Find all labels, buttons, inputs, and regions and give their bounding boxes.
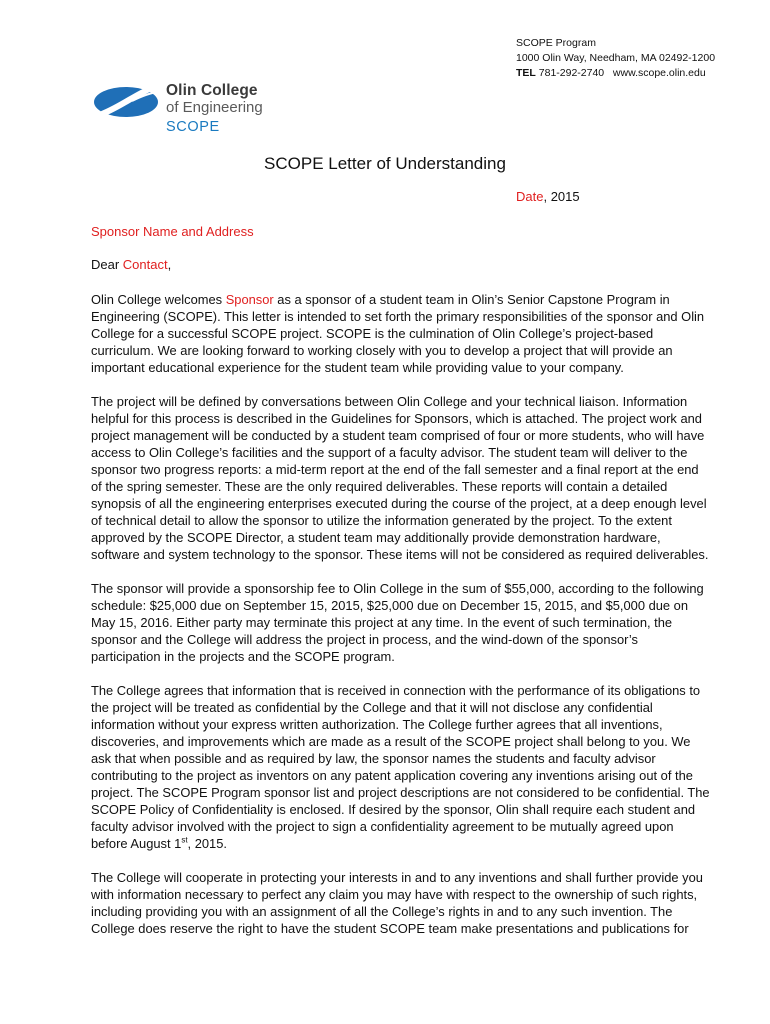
header-address-block (516, 36, 715, 81)
salutation (91, 257, 171, 272)
letter-title: SCOPE Letter of Understanding (264, 154, 506, 173)
paragraph-confidentiality-end: , 2015. (187, 836, 227, 851)
paragraph-welcome-start: Olin College welcomes (91, 292, 226, 307)
tel-label: TEL (516, 67, 536, 79)
contact-line (516, 66, 715, 81)
paragraph-welcome-rest: as a sponsor of a student team in Olin’s Senior Capstone Program in Engineering (SCOPE). This letter is intended to set forth the primary responsibilities of the sponsor and Olin College for a successful SCOPE project. SCOPE is the culmination of Olin College’s project-based curriculum. We are looking forward to working closely with you to develop a project that will provide an important educational experience for the student team while providing value to your company. (91, 292, 705, 375)
paragraph-sponsorship-fee: The sponsor will provide a sponsorship fee to Olin College in the sum of $55,000, according to the following schedule: $25,000 due on September 15, 2015, $25,000 due on December 15, 2015, and $5,000 due on May 15, 2016. Either party may terminate this project at any time. In the event of such termination, the sponsor and the College will address the project in process, and the wind-down of the sponsor’s participation in the projects and the SCOPE program. (91, 581, 704, 664)
street-address: 1000 Olin Way, Needham, MA 02492-1200 (516, 52, 716, 64)
letter-body (91, 291, 711, 954)
paragraph-welcome (91, 291, 711, 376)
paragraph-confidentiality (91, 682, 711, 852)
logo-engineering: of Engineering (166, 99, 263, 116)
contact-placeholder: Contact (122, 257, 168, 272)
tel-and-website: 781-292-2740 www.scope.olin.edu (535, 67, 706, 79)
salutation-comma: , (167, 257, 172, 272)
program-name: SCOPE Program (516, 37, 596, 49)
logo-college-name: Olin College (166, 82, 258, 99)
olin-scope-logo (92, 80, 282, 140)
salutation-dear: Dear (91, 257, 123, 272)
date-placeholder: Date (516, 189, 544, 204)
date-year: , 2015 (543, 189, 580, 204)
sponsor-name-address-placeholder: Sponsor Name and Address (91, 224, 254, 239)
ordinal-suffix: st (181, 835, 188, 845)
paragraph-project-definition: The project will be defined by conversations between Olin College and your technical liaison. Information helpful for this process is described in the Guidelines for Sponsors, which is attached. The project work and project management will be conducted by a student team comprised of four or more students, who will have access to Olin College’s facilities and the support of a faculty advisor. The student team will deliver to the sponsor two progress reports: a mid-term report at the end of the fall semester and a final report at the end of the spring semester. These are the only required deliverables. These reports will contain a detailed synopsis of all the engineering enterprises executed during the course of the project, at a deep enough level of technical detail to allow the sponsor to utilize the information generated by the project. To the extent approved by the SCOPE Director, a student team may additionally provide demonstration hardware, software and system technology to the sponsor. These items will not be considered as required deliverables. (91, 394, 709, 562)
paragraph-confidentiality-main: The College agrees that information that is received in connection with the performance of its obligations to the project will be treated as confidential by the College and that it will not disclose any confidential information without your express written authorization. The College further agrees that all inventions, discoveries, and improvements which are made as a result of the SCOPE project shall belong to you. We ask that when possible and as required by law, the sponsor names the students and faculty advisor contributing to the project as inventors on any patent application covering any inventions arising out of the project. The SCOPE Program sponsor list and project descriptions are not considered to be confidential. The SCOPE Policy of Confidentiality is enclosed. If desired by the sponsor, Olin shall require each student and faculty advisor involved with the project to sign a confidentiality agreement to be mutually agreed upon before August 1 (91, 683, 710, 851)
letter-date (516, 189, 580, 204)
logo-scope: SCOPE (166, 119, 220, 135)
olin-logo-mark-icon (92, 84, 160, 120)
paragraph-inventions: The College will cooperate in protecting your interests in and to any inventions and shall further provide you with information necessary to perfect any claim you may have with respect to the ownership of such rights, including providing you with an assignment of all the College’s rights in and to any such invention. The College does reserve the right to have the student SCOPE team make presentations and publications for (91, 870, 703, 936)
sponsor-placeholder: Sponsor (225, 292, 274, 307)
